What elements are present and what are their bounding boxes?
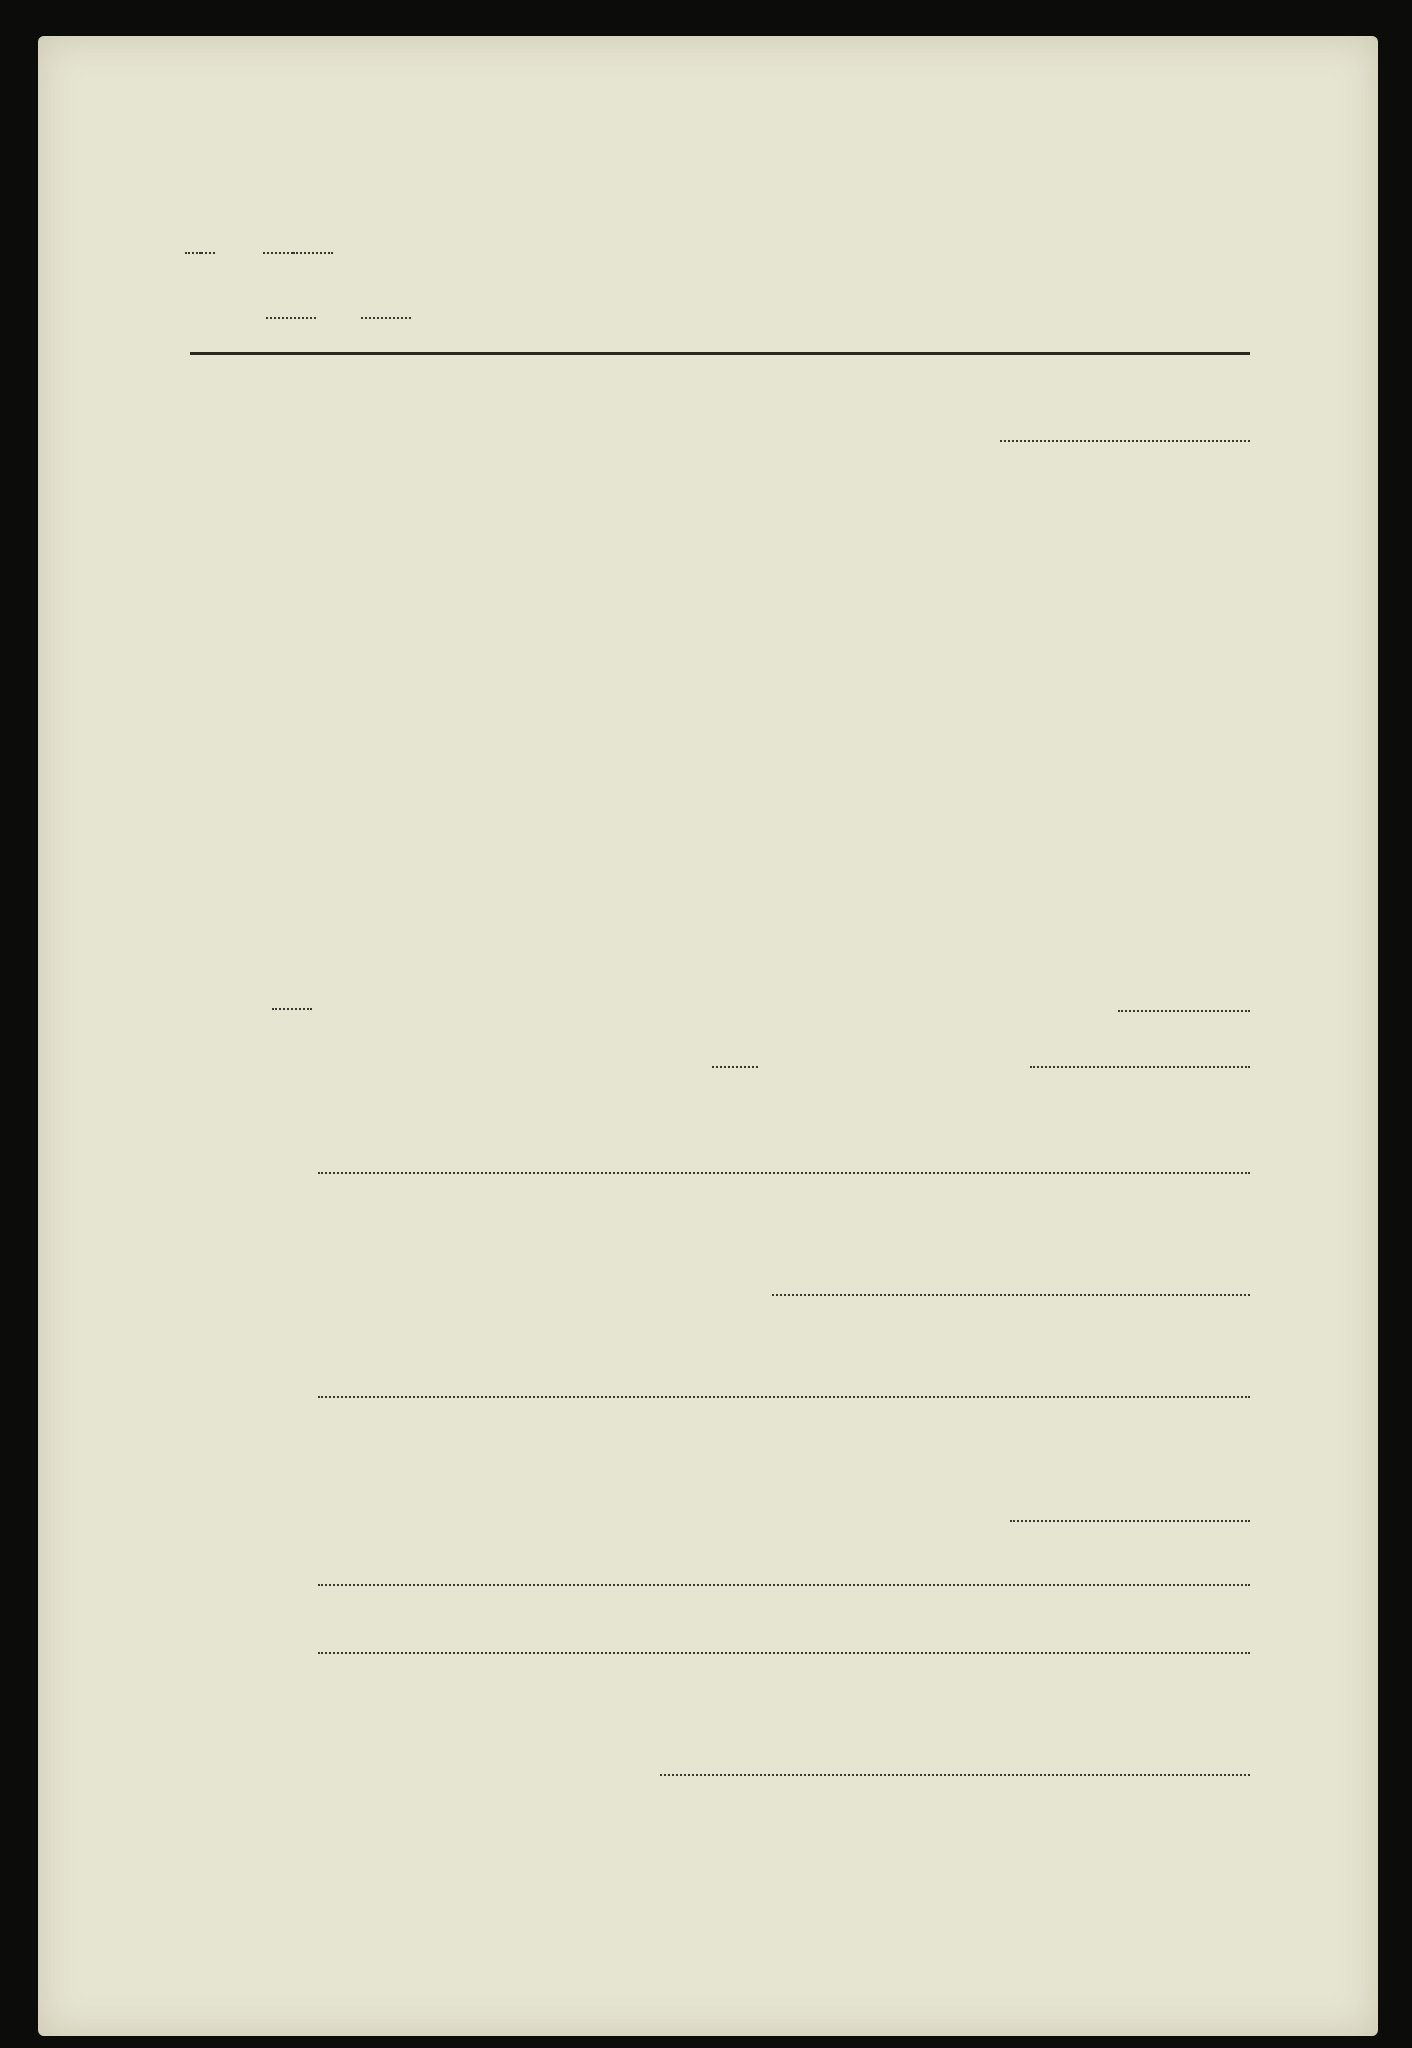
field-7-dots-a [712,1066,758,1068]
field-6-line [272,980,312,1018]
field-10-dots-c [318,1652,1250,1654]
field-7-dots-b [1030,1066,1250,1068]
field-1-dots [1000,440,1250,442]
header-divider [190,352,1250,355]
field-10-dots-b [318,1584,1250,1586]
field-10-dots-a [1010,1520,1250,1522]
header-line-2 [250,288,411,328]
field-8-dots [772,1294,1250,1296]
field-7-dots-c [318,1172,1250,1174]
taellingskreds-value [250,288,266,328]
field-6-dots [1118,1010,1250,1012]
husliste-value [345,288,361,328]
field-11-dots [660,1774,1250,1776]
header-line-1 [185,222,333,263]
field-9-dots [318,1396,1250,1398]
census-form-page [38,36,1378,2036]
